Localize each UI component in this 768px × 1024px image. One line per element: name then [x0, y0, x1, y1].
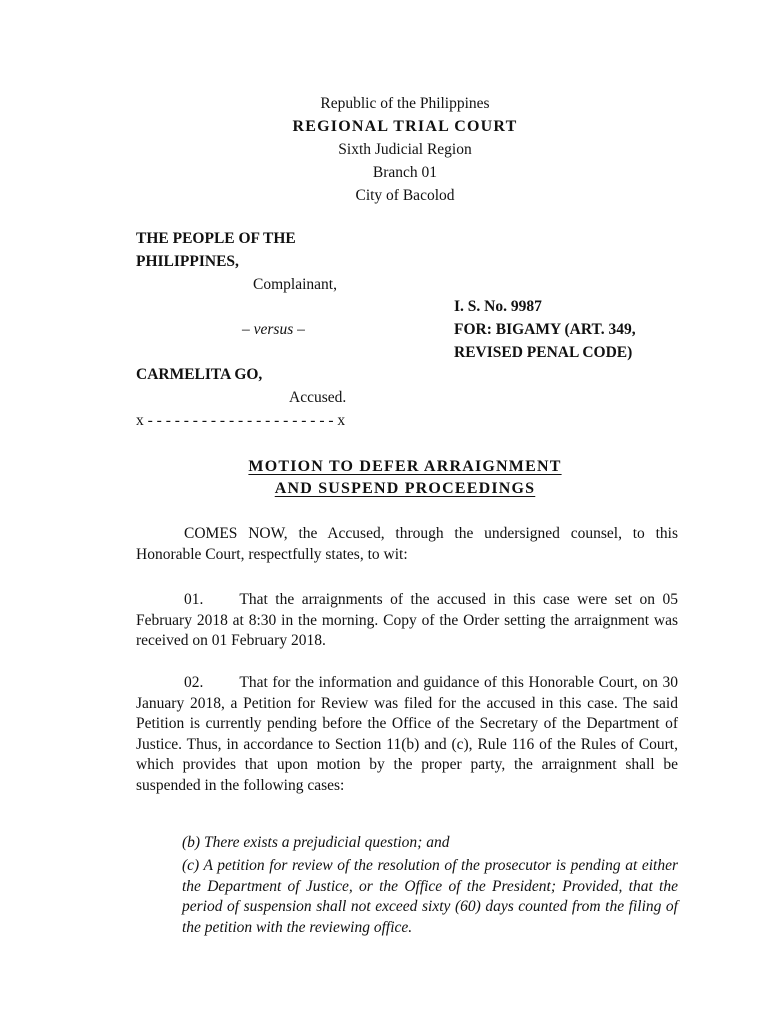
motion-title — [0, 456, 768, 500]
motion-title-line-1: MOTION TO DEFER ARRAIGNMENT — [248, 458, 562, 475]
plaintiff-line-2: PHILIPPINES, — [136, 253, 239, 270]
intro-paragraph: COMES NOW, the Accused, through the undersigned counsel, to this Honorable Court, respectfully states, to wit: — [136, 525, 678, 563]
republic-line: Republic of the Philippines — [320, 95, 490, 112]
caption-separator: x - - - - - - - - - - - - - - - - - - - - - x — [136, 412, 346, 429]
paragraph-01-number: 01. — [184, 591, 204, 608]
quoted-rule-b: (b) There exists a prejudicial question; and — [182, 834, 450, 851]
branch-line: Branch 01 — [372, 164, 438, 181]
motion-title-line-2: AND SUSPEND PROCEEDINGS — [274, 480, 536, 497]
paragraph-02 — [136, 673, 678, 796]
versus-label: – versus – — [242, 321, 305, 338]
quoted-rule-c: (c) A petition for review of the resolution of the prosecutor is pending at either the Department of Justice, or the Office of the President; Provided, that the period of suspension shall not exceed sixty (60) days counted from the filing of the petition with the reviewing office. — [182, 857, 678, 936]
paragraph-01-text: That the arraignments of the accused in this case were set on 05 February 2018 at 8:30 in the morning. Copy of the Order setting the arraignment was received on 01 February 2018. — [136, 591, 678, 649]
court-header — [0, 92, 768, 207]
offense-line-1: FOR: BIGAMY (ART. 349, — [454, 321, 636, 338]
accused-name: CARMELITA GO, — [136, 366, 263, 383]
paragraph-01 — [136, 590, 678, 652]
court-name: REGIONAL TRIAL COURT — [292, 118, 518, 135]
plaintiff-line-1: THE PEOPLE OF THE — [136, 230, 296, 247]
city-line: City of Bacolod — [355, 187, 455, 204]
case-number: I. S. No. 9987 — [454, 298, 542, 315]
plaintiff-role: Complainant, — [253, 276, 337, 293]
case-caption — [136, 230, 736, 430]
judicial-region: Sixth Judicial Region — [338, 141, 472, 158]
offense-line-2: REVISED PENAL CODE) — [454, 344, 633, 361]
accused-role: Accused. — [289, 389, 347, 406]
paragraph-02-number: 02. — [184, 674, 204, 691]
paragraph-02-text: That for the information and guidance of this Honorable Court, on 30 January 2018, a Petition for Review was filed for the accused in this case. The said Petition is currently pending before the Office of the Secretary of the Department of Justice. Thus, in accordance to Section 11(b) and (c), Rule 116 of the Rules of Court, which provides that upon motion by the proper party, the arraignment shall be suspended in the following cases: — [136, 674, 678, 794]
